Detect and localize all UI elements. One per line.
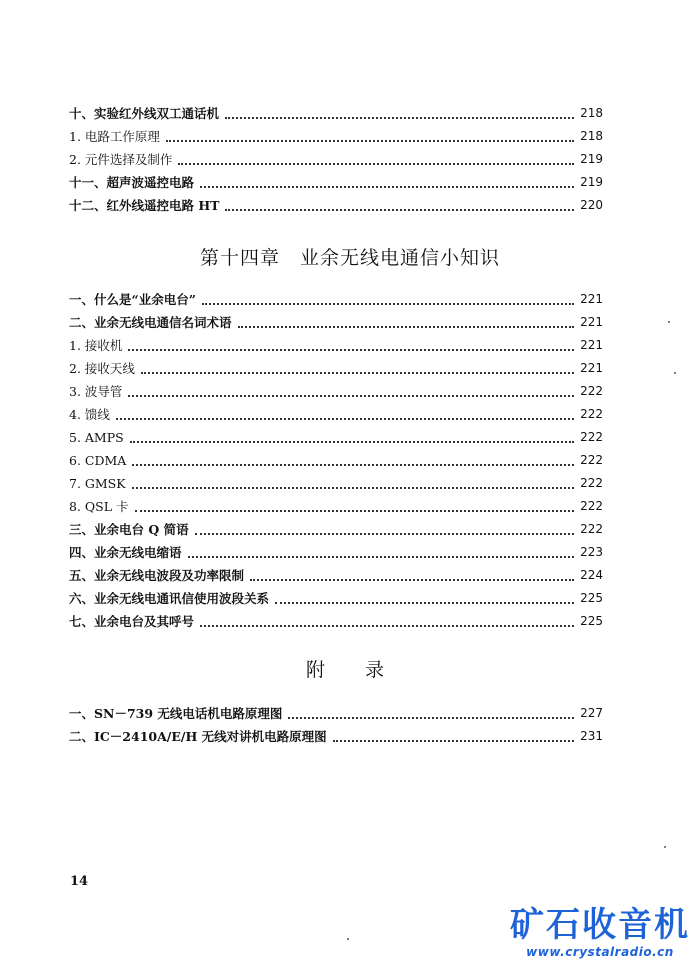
- dot-leader: [200, 186, 574, 188]
- dot-leader: [238, 326, 575, 328]
- site-watermark: [510, 905, 690, 959]
- toc-entry: [69, 610, 603, 633]
- dot-leader: [130, 441, 574, 443]
- toc-entry: [69, 472, 603, 495]
- toc-entry-label: 5. AMPS: [69, 430, 124, 445]
- toc-entry: [69, 564, 603, 587]
- toc-entry-label: 一、什么是“业余电台”: [69, 292, 196, 307]
- dot-leader: [132, 487, 575, 489]
- toc-entry-page: 222: [580, 384, 603, 398]
- toc-entry-page: 224: [580, 568, 603, 582]
- toc-entry: [69, 334, 603, 357]
- toc-entry-page: 231: [580, 729, 603, 743]
- dot-leader: [116, 418, 574, 420]
- toc-entry-label: 1. 电路工作原理: [69, 129, 160, 144]
- dot-leader: [128, 349, 574, 351]
- toc-entry: [69, 102, 603, 125]
- toc-entry-page: 222: [580, 430, 603, 444]
- toc-entry-page: 223: [580, 545, 603, 559]
- toc-entry: [69, 449, 603, 472]
- toc-entry-page: 219: [580, 175, 603, 189]
- toc-entry-page: 227: [580, 706, 603, 720]
- toc-entry-label: 五、业余无线电波段及功率限制: [69, 568, 245, 583]
- toc-entry-label: 2. 元件选择及制作: [69, 152, 173, 167]
- scan-speck: [668, 321, 670, 323]
- toc-entry: [69, 426, 603, 449]
- toc-entry: [69, 587, 603, 610]
- toc-entry: [69, 357, 603, 380]
- toc-entry-page: 221: [580, 338, 603, 352]
- scan-speck: [674, 372, 676, 374]
- dot-leader: [288, 717, 574, 719]
- toc-appendix-entries: [69, 702, 603, 748]
- toc-entry-page: 222: [580, 476, 603, 490]
- toc-entry-label: 6. CDMA: [69, 453, 127, 468]
- toc-entry-label: 二、IC－2410A/E/H 无线对讲机电路原理图: [69, 729, 327, 744]
- dot-leader: [200, 625, 574, 627]
- toc-entry-page: 222: [580, 522, 603, 536]
- toc-entry-page: 222: [580, 499, 603, 513]
- toc-entry: [69, 311, 603, 334]
- toc-entry-label: 7. GMSK: [69, 476, 126, 491]
- toc-entry-label: 1. 接收机: [69, 338, 123, 353]
- toc-entry-label: 二、业余无线电通信名词术语: [69, 315, 232, 330]
- dot-leader: [128, 395, 574, 397]
- toc-entry-page: 222: [580, 453, 603, 467]
- toc-entry-page: 225: [580, 591, 603, 605]
- toc-entry: [69, 702, 603, 725]
- toc-entry-page: 225: [580, 614, 603, 628]
- toc-entry-label: 六、业余无线电通讯信使用波段关系: [69, 591, 270, 606]
- toc-entry-page: 221: [580, 292, 603, 306]
- dot-leader: [195, 533, 575, 535]
- toc-entry: [69, 403, 603, 426]
- toc-entry-label: 十二、红外线遥控电路 HT: [69, 198, 220, 213]
- dot-leader: [225, 209, 574, 211]
- dot-leader: [141, 372, 574, 374]
- dot-leader: [178, 163, 574, 165]
- toc-entry: [69, 495, 603, 518]
- toc-entry: [69, 148, 603, 171]
- dot-leader: [166, 140, 574, 142]
- dot-leader: [250, 579, 574, 581]
- toc-entry-label: 十一、超声波遥控电路: [69, 175, 195, 190]
- toc-entry: [69, 541, 603, 564]
- toc-entry-label: 3. 波导管: [69, 384, 123, 399]
- toc-entry-label: 8. QSL 卡: [69, 499, 129, 514]
- dot-leader: [275, 602, 574, 604]
- toc-entry-page: 221: [580, 361, 603, 375]
- page-number: 14: [70, 874, 89, 889]
- appendix-title: 附录: [305, 659, 424, 681]
- toc-entry-label: 七、业余电台及其呼号: [69, 614, 195, 629]
- dot-leader: [225, 117, 574, 119]
- scan-speck: [347, 938, 349, 940]
- toc-entry-page: 220: [580, 198, 603, 212]
- scan-speck: [664, 846, 666, 848]
- toc-entry: [69, 380, 603, 403]
- toc-entry-page: 218: [580, 106, 603, 120]
- toc-entry-page: 221: [580, 315, 603, 329]
- toc-entry-page: 222: [580, 407, 603, 421]
- toc-entry: [69, 288, 603, 311]
- toc-entry: [69, 194, 603, 217]
- toc-entry: [69, 725, 603, 748]
- dot-leader: [202, 303, 574, 305]
- toc-entry-label: 四、业余无线电缩语: [69, 545, 182, 560]
- chapter-title: 第十四章 业余无线电通信小知识: [199, 247, 500, 269]
- toc-entry-page: 218: [580, 129, 603, 143]
- toc-entry-page: 219: [580, 152, 603, 166]
- toc-chapter-entries: [69, 288, 603, 633]
- toc-entry-label: 三、业余电台 Q 简语: [69, 522, 189, 537]
- dot-leader: [132, 464, 574, 466]
- toc-entry-label: 2. 接收天线: [69, 361, 135, 376]
- watermark-title: 矿石收音机: [510, 905, 690, 945]
- toc-entry-label: 4. 馈线: [69, 407, 110, 422]
- watermark-url: www.crystalradio.cn: [526, 945, 674, 959]
- toc-entry-label: 一、SN－739 无线电话机电路原理图: [69, 706, 283, 721]
- toc-entry: [69, 171, 603, 194]
- dot-leader: [135, 510, 575, 512]
- toc-entry: [69, 518, 603, 541]
- toc-entry-label: 十、实验红外线双工通话机: [69, 106, 220, 121]
- toc-section-top: [69, 102, 603, 217]
- dot-leader: [188, 556, 575, 558]
- dot-leader: [333, 740, 574, 742]
- toc-entry: [69, 125, 603, 148]
